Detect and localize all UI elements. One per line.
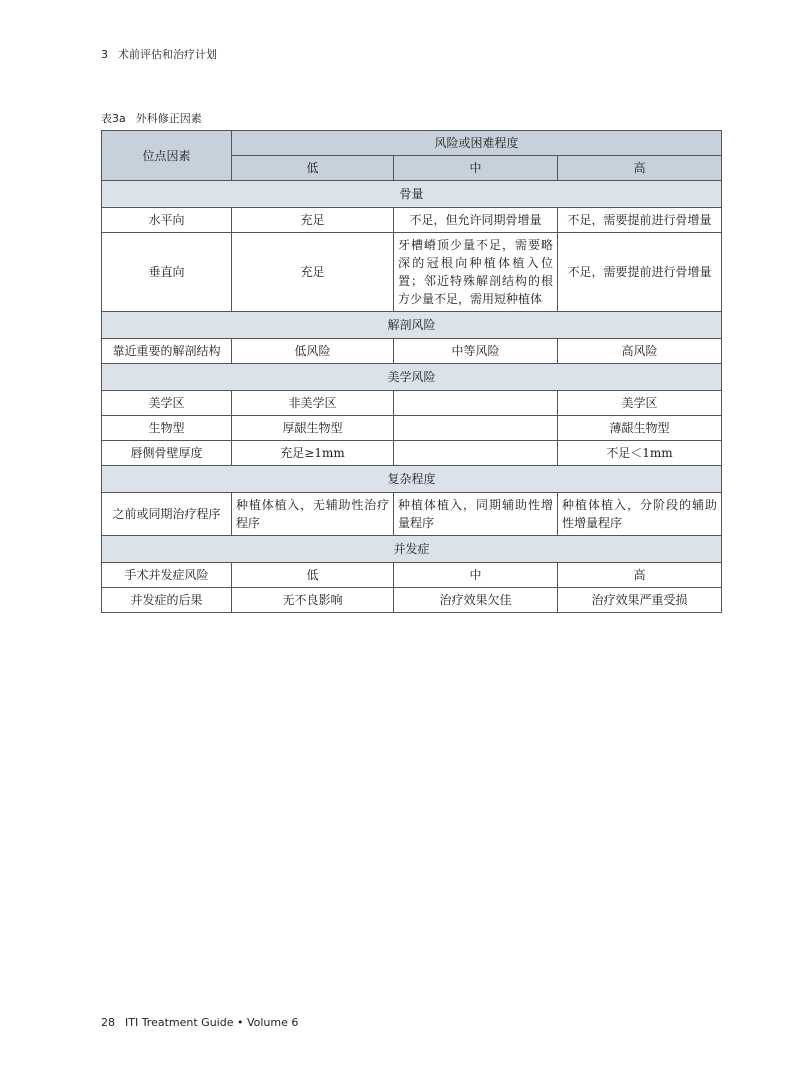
mid-cell [394, 391, 558, 416]
low-cell: 种植体植入，无辅助性治疗程序 [232, 493, 394, 536]
high-cell: 不足＜1mm [558, 441, 722, 466]
high-cell: 治疗效果严重受损 [558, 588, 722, 613]
running-head [101, 46, 217, 62]
mid-cell [394, 441, 558, 466]
high-cell: 种植体植入，分阶段的辅助性增量程序 [558, 493, 722, 536]
factor-cell: 生物型 [102, 416, 232, 441]
section-title: 美学风险 [102, 364, 722, 391]
book-title: ITI Treatment Guide • Volume 6 [125, 1016, 299, 1029]
low-cell: 充足 [232, 208, 394, 233]
section-row-anatomy [102, 312, 722, 339]
high-cell: 不足，需要提前进行骨增量 [558, 233, 722, 312]
high-cell: 薄龈生物型 [558, 416, 722, 441]
mid-cell: 牙槽嵴顶少量不足，需要略深的冠根向种植体植入位置；邻近特殊解剖结构的根方少量不足，需用短种植体 [394, 233, 558, 312]
table-row [102, 208, 722, 233]
header-mid: 中 [394, 156, 558, 181]
table-title: 外科修正因素 [135, 112, 202, 125]
mid-cell: 种植体植入，同期辅助性增量程序 [394, 493, 558, 536]
page-footer [101, 1016, 298, 1029]
factor-cell: 美学区 [102, 391, 232, 416]
mid-cell: 治疗效果欠佳 [394, 588, 558, 613]
factor-cell: 手术并发症风险 [102, 563, 232, 588]
mid-cell: 中 [394, 563, 558, 588]
table-row [102, 416, 722, 441]
factor-cell: 垂直向 [102, 233, 232, 312]
header-high: 高 [558, 156, 722, 181]
table-caption [101, 110, 202, 126]
table-row [102, 493, 722, 536]
section-title: 复杂程度 [102, 466, 722, 493]
section-row-esthetic [102, 364, 722, 391]
table-row [102, 233, 722, 312]
section-title: 并发症 [102, 536, 722, 563]
header-low: 低 [232, 156, 394, 181]
low-cell: 非美学区 [232, 391, 394, 416]
section-row-bone [102, 181, 722, 208]
low-cell: 充足≥1mm [232, 441, 394, 466]
mid-cell [394, 416, 558, 441]
surgical-modifiers-table [101, 130, 722, 613]
section-row-complication [102, 536, 722, 563]
factor-cell: 并发症的后果 [102, 588, 232, 613]
factor-cell: 唇侧骨壁厚度 [102, 441, 232, 466]
low-cell: 充足 [232, 233, 394, 312]
table-number: 表3a [101, 112, 126, 125]
table-row [102, 339, 722, 364]
table-row [102, 563, 722, 588]
low-cell: 低 [232, 563, 394, 588]
factor-cell: 水平向 [102, 208, 232, 233]
section-row-complexity [102, 466, 722, 493]
high-cell: 高风险 [558, 339, 722, 364]
section-title: 解剖风险 [102, 312, 722, 339]
header-row-1 [102, 131, 722, 156]
high-cell: 不足，需要提前进行骨增量 [558, 208, 722, 233]
table-row [102, 391, 722, 416]
section-title: 骨量 [102, 181, 722, 208]
table-row [102, 441, 722, 466]
factor-cell: 靠近重要的解剖结构 [102, 339, 232, 364]
high-cell: 美学区 [558, 391, 722, 416]
low-cell: 厚龈生物型 [232, 416, 394, 441]
table-row [102, 588, 722, 613]
low-cell: 无不良影响 [232, 588, 394, 613]
chapter-number: 3 [101, 48, 108, 61]
header-risk-group: 风险或困难程度 [232, 131, 722, 156]
mid-cell: 中等风险 [394, 339, 558, 364]
header-factor: 位点因素 [102, 131, 232, 181]
factor-cell: 之前或同期治疗程序 [102, 493, 232, 536]
high-cell: 高 [558, 563, 722, 588]
mid-cell: 不足，但允许同期骨增量 [394, 208, 558, 233]
low-cell: 低风险 [232, 339, 394, 364]
page-number: 28 [101, 1016, 115, 1029]
chapter-title: 术前评估和治疗计划 [118, 48, 217, 61]
